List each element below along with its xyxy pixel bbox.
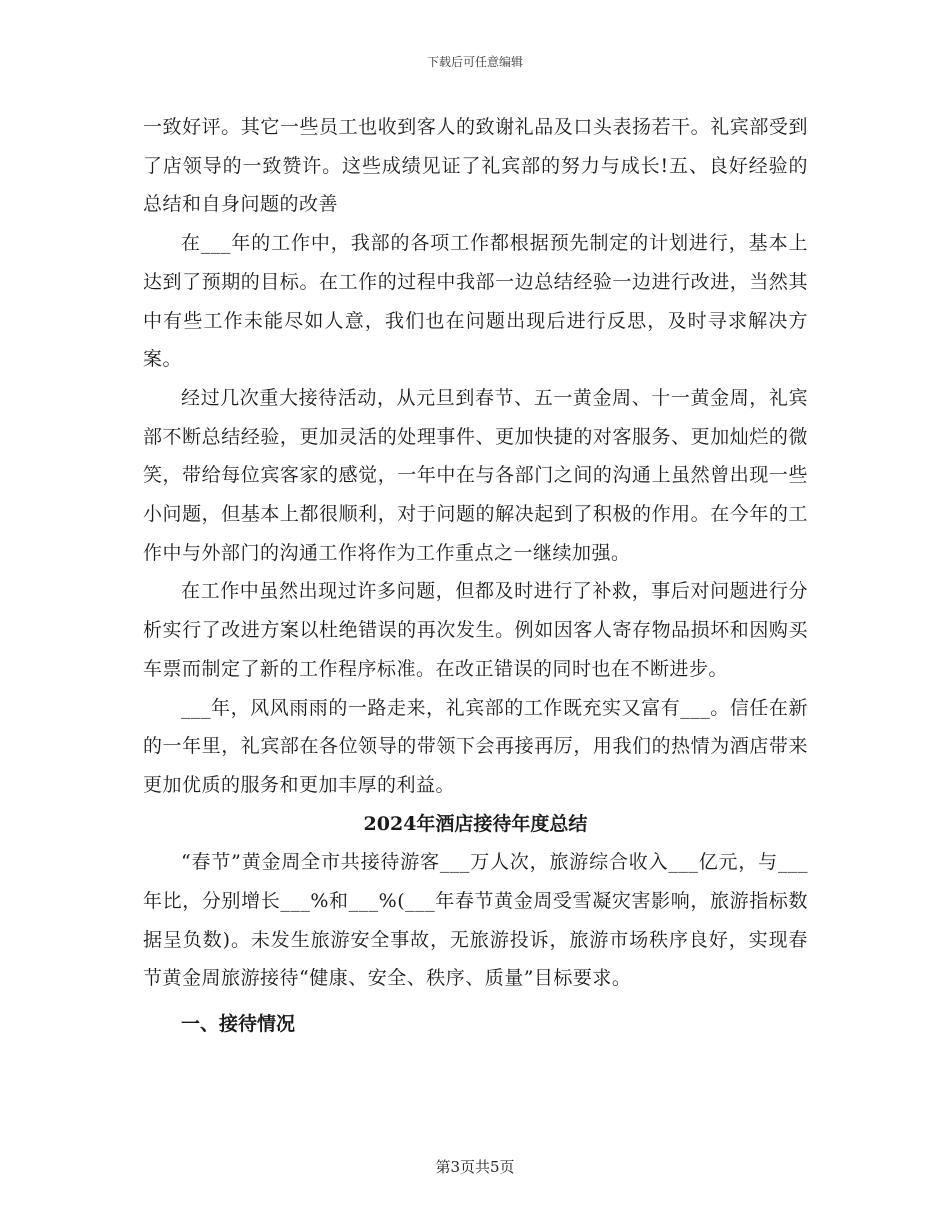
document-title: 2024年酒店接待年度总结	[363, 812, 588, 835]
header-note: 下载后可任意编辑	[426, 55, 523, 69]
paragraph: 在工作中虽然出现过许多问题，但都及时进行了补救，事后对问题进行分析实行了改进方案以杜绝错误的再次发生。例如因客人寄存物品损坏和因购买车票而制定了新的工作程序标准。在改正错误的同时也在不断进步。	[143, 580, 808, 680]
document-body	[143, 108, 808, 1046]
paragraph: “春节”黄金周全市共接待游客___万人次，旅游综合收入___亿元，与___年比，分别增长___%和___%(___年春节黄金周受雪凝灾害影响，旅游指标数据呈负数)。未发生旅游安全事故，无旅游投诉，旅游市场秩序良好，实现春节黄金周旅游接待“健康、安全、秩序、质量”目标要求。	[143, 851, 808, 990]
paragraph: 一致好评。其它一些员工也收到客人的致谢礼品及口头表扬若干。礼宾部受到了店领导的一致赞许。这些成绩见证了礼宾部的努力与成长!五、良好经验的总结和自身问题的改善	[143, 116, 808, 216]
paragraph: 在___年的工作中，我部的各项工作都根据预先制定的计划进行，基本上达到了预期的目标。在工作的过程中我部一边总结经验一边进行改进，当然其中有些工作未能尽如人意，我们也在问题出现后进行反思，及时寻求解决方案。	[143, 232, 808, 371]
paragraph: 经过几次重大接待活动，从元旦到春节、五一黄金周、十一黄金周，礼宾部不断总结经验，更加灵活的处理事件、更加快捷的对客服务、更加灿烂的微笑，带给每位宾客家的感觉，一年中在与各部门之间的沟通上虽然曾出现一些小问题，但基本上都很顺利，对于问题的解决起到了积极的作用。在今年的工作中与外部门的沟通工作将作为工作重点之一继续加强。	[143, 386, 808, 564]
section-heading: 一、接待情况	[181, 1013, 296, 1036]
paragraph: ___年，风风雨雨的一路走来，礼宾部的工作既充实又富有___。信任在新的一年里，礼宾部在各位领导的带领下会再接再厉，用我们的热情为酒店带来更加优质的服务和更加丰厚的利益。	[143, 696, 808, 796]
page-number: 第3页共5页	[435, 1158, 515, 1176]
